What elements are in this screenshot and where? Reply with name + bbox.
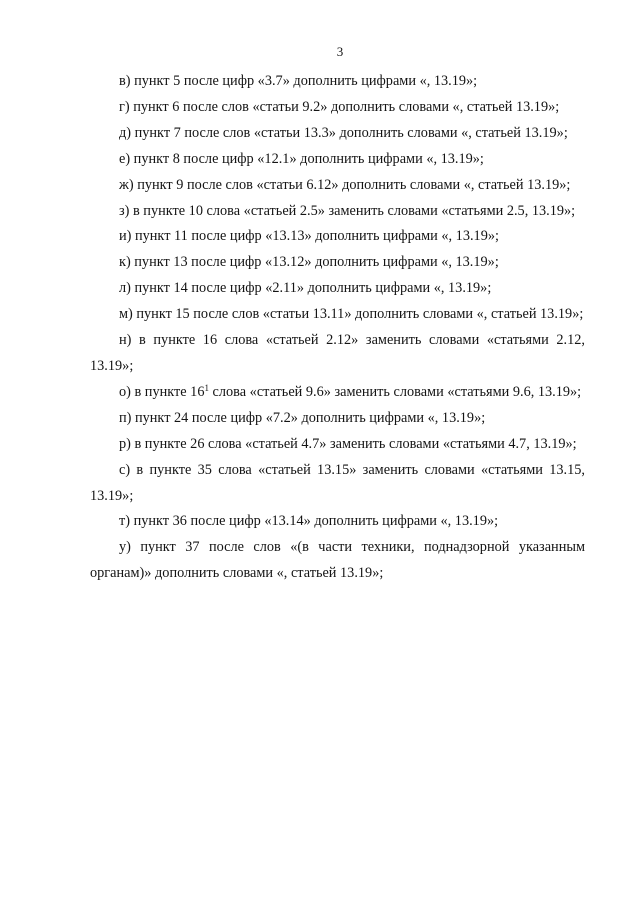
paragraph-item-p: п) пункт 24 после цифр «7.2» дополнить цифрами «, 13.19»; xyxy=(119,409,486,426)
paragraph-item-k: к) пункт 13 после цифр «13.12» дополнить цифрами «, 13.19»; xyxy=(119,254,499,271)
paragraph-item-r: р) в пункте 26 слова «статьей 4.7» заменить словами «статьями 4.7, 13.19»; xyxy=(119,435,577,452)
item-o-start: о) в пункте 16 xyxy=(119,383,205,400)
paragraph-item-l: л) пункт 14 после цифр «2.11» дополнить цифрами «, 13.19»; xyxy=(119,280,492,297)
paragraph-item-m: м) пункт 15 после слов «статьи 13.11» дополнить словами «, статьей 13.19»; xyxy=(119,306,584,323)
paragraph-item-d: д) пункт 7 после слов «статьи 13.3» дополнить словами «, статьей 13.19»; xyxy=(119,124,568,141)
paragraph-item-n: н) в пункте 16 слова «статьей 2.12» заменить словами «статьями 2.12, 13.19»; xyxy=(90,332,585,374)
paragraph-item-s: с) в пункте 35 слова «статьей 13.15» заменить словами «статьями 13.15, 13.19»; xyxy=(90,461,585,504)
paragraph-item-i: и) пункт 11 после цифр «13.13» дополнить цифрами «, 13.19»; xyxy=(119,228,499,245)
superscript-index: 1 xyxy=(204,382,209,393)
page-number: 3 xyxy=(336,44,344,59)
paragraph-item-t: т) пункт 36 после цифр «13.14» дополнить цифрами «, 13.19»; xyxy=(119,513,499,530)
paragraph-item-v: в) пункт 5 после цифр «3.7» дополнить цифрами «, 13.19»; xyxy=(119,73,478,89)
item-o-rest: слова «статьей 9.6» заменить словами «статьями 9.6, 13.19»; xyxy=(208,383,582,400)
paragraph-item-g: г) пункт 6 после слов «статьи 9.2» дополнить словами «, статьей 13.19»; xyxy=(119,98,560,115)
paragraph-item-o xyxy=(90,380,585,406)
paragraph-item-z: з) в пункте 10 слова «статьей 2.5» заменить словами «статьями 2.5, 13.19»; xyxy=(119,202,576,219)
paragraph-item-e: е) пункт 8 после цифр «12.1» дополнить цифрами «, 13.19»; xyxy=(119,150,484,167)
paragraph-item-zh: ж) пункт 9 после слов «статьи 6.12» дополнить словами «, статьей 13.19»; xyxy=(119,176,571,193)
document-body xyxy=(90,69,585,587)
paragraph-item-u: у) пункт 37 после слов «(в части техники, поднадзорной указанным органам)» дополнить словами «, статьей 13.19»; xyxy=(90,539,585,582)
